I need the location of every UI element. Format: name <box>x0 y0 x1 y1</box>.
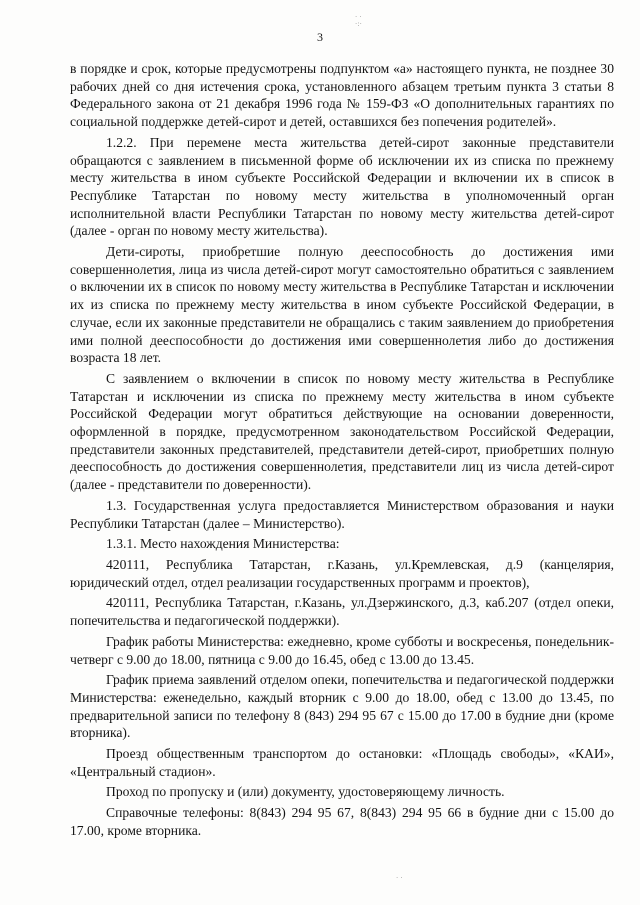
paragraph: 420111, Республика Татарстан, г.Казань, ул.Кремлевская, д.9 (канцелярия, юридический отдел, отдел реализации государственных программ и проектов), <box>70 556 614 590</box>
paragraph: 1.2.2. При перемене места жительства детей-сирот законные представители обращаются с заявлением в письменной форме об исключении их из списка по прежнему месту жительства в ином субъекте Российской Федерации и включении их в список в Республике Татарстан по новому месту жительства в уполномоченный орган исполнительной власти Республики Татарстан по новому месту жительства детей-сирот (далее - орган по новому месту жительства). <box>70 134 614 239</box>
paragraph: Проезд общественным транспортом до остановки: «Площадь свободы», «КАИ», «Центральный стадион». <box>70 746 614 779</box>
paragraph: С заявлением о включении в список по новому месту жительства в Республике Татарстан и исключении из списка по прежнему месту жительства в ином субъекте Российской Федерации могут обратиться действующие на основании доверенности, оформленной в порядке, предусмотренном законодательством Российской Федерации, представители законных представителей, представители детей-сирот, приобретших полную дееспособность до достижения совершеннолетия, представители лиц из числа детей-сирот (далее - представители по доверенности). <box>70 370 614 493</box>
scan-artifact: · · ·:· <box>355 13 362 28</box>
paragraph: 1.3. Государственная услуга предоставляется Министерством образования и науки Республики Татарстан (далее – Министерство). <box>70 497 614 531</box>
paragraph: 420111, Республика Татарстан, г.Казань, ул.Дзержинского, д.3, каб.207 (отдел опеки, попечительства и педагогической поддержки). <box>70 595 614 629</box>
paragraph: График работы Министерства: ежедневно, кроме субботы и воскресенья, понедельник-четверг с 9.00 до 18.00, пятница с 9.00 до 16.45, обед с 13.00 до 13.45. <box>70 633 614 667</box>
paragraph: 1.3.1. Место нахождения Министерства: <box>106 536 340 552</box>
paragraph: График приема заявлений отделом опеки, попечительства и педагогической поддержки Министерства: еженедельно, каждый вторник с 9.00 до 18.00, обед с 13.00 до 13.45, по предварительной записи по телефону 8 (843) 294 95 67 с 15.00 до 17.00 в будние дни (кроме вторника). <box>70 672 614 741</box>
paragraph: Проход по пропуску и (или) документу, удостоверяющему личность. <box>106 784 505 800</box>
paragraph: Дети-сироты, приобретшие полную дееспособность до достижения ими совершеннолетия, лица из числа детей-сирот могут самостоятельно обратиться с заявлением о включении их в список по новому месту жительства в Республике Татарстан и исключении их из списка по прежнему месту жительства в ином субъекте Российской Федерации, в случае, если их законные представители не обращались с таким заявлением до приобретения ими полной дееспособности до достижения ими совершеннолетия либо до достижения возраста 18 лет. <box>70 244 614 366</box>
document-body <box>70 60 614 840</box>
scan-artifact: · · <box>396 874 403 882</box>
page-number: 3 <box>317 30 323 44</box>
paragraph: в порядке и срок, которые предусмотрены подпунктом «а» настоящего пункта, не позднее 30 рабочих дней со дня истечения срока, установленного абзацем третьим пункта 3 статьи 8 Федерального закона от 21 декабря 1996 года № 159-ФЗ «О дополнительных гарантиях по социальной поддержке детей-сирот и детей, оставшихся без попечения родителей». <box>70 61 614 130</box>
paragraph: Справочные телефоны: 8(843) 294 95 67, 8(843) 294 95 66 в будние дни с 15.00 до 17.00, кроме вторника. <box>70 805 614 838</box>
